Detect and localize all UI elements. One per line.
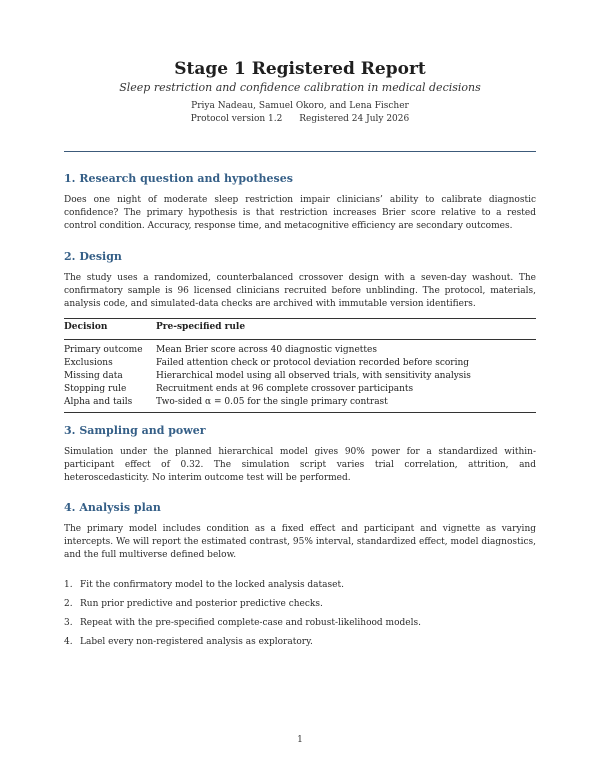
protocol-metadata <box>64 113 536 126</box>
protocol-version: Protocol version 1.2 <box>190 114 283 124</box>
preregistration-decision-table <box>64 318 536 413</box>
rule-cell: Two-sided α = 0.05 for the single primary contrast <box>156 396 536 413</box>
author-list: Priya Nadeau, Samuel Okoro, and Lena Fischer <box>191 101 409 111</box>
table-row <box>64 340 536 358</box>
list-number: 2. <box>64 599 73 609</box>
sampling-power-paragraph: Simulation under the planned hierarchical model gives 90% power for a standardized within-participant effect of 0.32. The simulation script varies trial correlation, attrition, and heteroscedasticity. No interim outcome test will be performed. <box>64 447 536 483</box>
table-row <box>64 357 536 370</box>
table-row <box>64 370 536 383</box>
rule-cell: Failed attention check or protocol deviation recorded before scoring <box>156 358 470 368</box>
rule-cell: Mean Brier score across 40 diagnostic vignettes <box>156 345 377 355</box>
analysis-plan-paragraph: The primary model includes condition as a fixed effect and participant and vignette as varying intercepts. We will report the estimated contrast, 95% interval, standardized effect, model diagnostics, and the full multiverse defined below. <box>64 524 536 560</box>
decision-cell: Alpha and tails <box>64 396 156 413</box>
rule-column-header: Pre-specified rule <box>156 319 536 340</box>
list-item-text: Run prior predictive and posterior predictive checks. <box>80 599 323 609</box>
analysis-steps-list <box>64 579 536 655</box>
section-heading-research-question: 1. Research question and hypotheses <box>64 172 293 185</box>
list-item <box>64 598 536 617</box>
registration-date: Registered 24 July 2026 <box>299 114 410 124</box>
list-item <box>64 579 536 598</box>
decision-cell: Stopping rule <box>64 384 127 394</box>
list-number: 4. <box>64 637 73 647</box>
rule-cell: Recruitment ends at 96 complete crossover participants <box>156 384 414 394</box>
decision-cell: Exclusions <box>64 358 113 368</box>
decision-column-header: Decision <box>64 319 156 340</box>
decision-table-header-row <box>64 319 536 340</box>
title-divider <box>64 151 536 152</box>
list-item-text: Fit the confirmatory model to the locked analysis dataset. <box>80 580 344 590</box>
section-heading-analysis-plan: 4. Analysis plan <box>64 501 161 514</box>
document-subtitle: Sleep restriction and confidence calibration in medical decisions <box>119 81 481 94</box>
list-item-text: Label every non-registered analysis as exploratory. <box>80 637 313 647</box>
decision-table-body <box>64 340 536 413</box>
decision-table-header <box>64 319 536 340</box>
list-item-text: Repeat with the pre-specified complete-case and robust-likelihood models. <box>80 618 421 628</box>
section-heading-design: 2. Design <box>64 250 122 263</box>
list-number: 3. <box>64 618 73 628</box>
research-question-paragraph: Does one night of moderate sleep restriction impair clinicians’ ability to calibrate diagnostic confidence? The primary hypothesis is that restriction increases Brier score relative to a rested control condition. Accuracy, response time, and metacognitive efficiency are secondary outcomes. <box>64 195 536 231</box>
decision-cell: Primary outcome <box>64 345 143 355</box>
table-row <box>64 396 536 413</box>
rule-cell: Hierarchical model using all observed trials, with sensitivity analysis <box>156 371 471 381</box>
section-heading-sampling-power: 3. Sampling and power <box>64 424 206 437</box>
list-number: 1. <box>64 580 73 590</box>
document-title: Stage 1 Registered Report <box>174 59 426 79</box>
page-number: 1 <box>297 735 303 745</box>
table-row <box>64 383 536 396</box>
list-item <box>64 617 536 636</box>
list-item <box>64 636 536 655</box>
decision-cell: Missing data <box>64 371 123 381</box>
design-paragraph: The study uses a randomized, counterbalanced crossover design with a seven-day washout. The confirmatory sample is 96 licensed clinicians recruited before unblinding. The protocol, materials, analysis code, and simulated-data checks are archived with immutable version identifiers. <box>64 273 536 309</box>
